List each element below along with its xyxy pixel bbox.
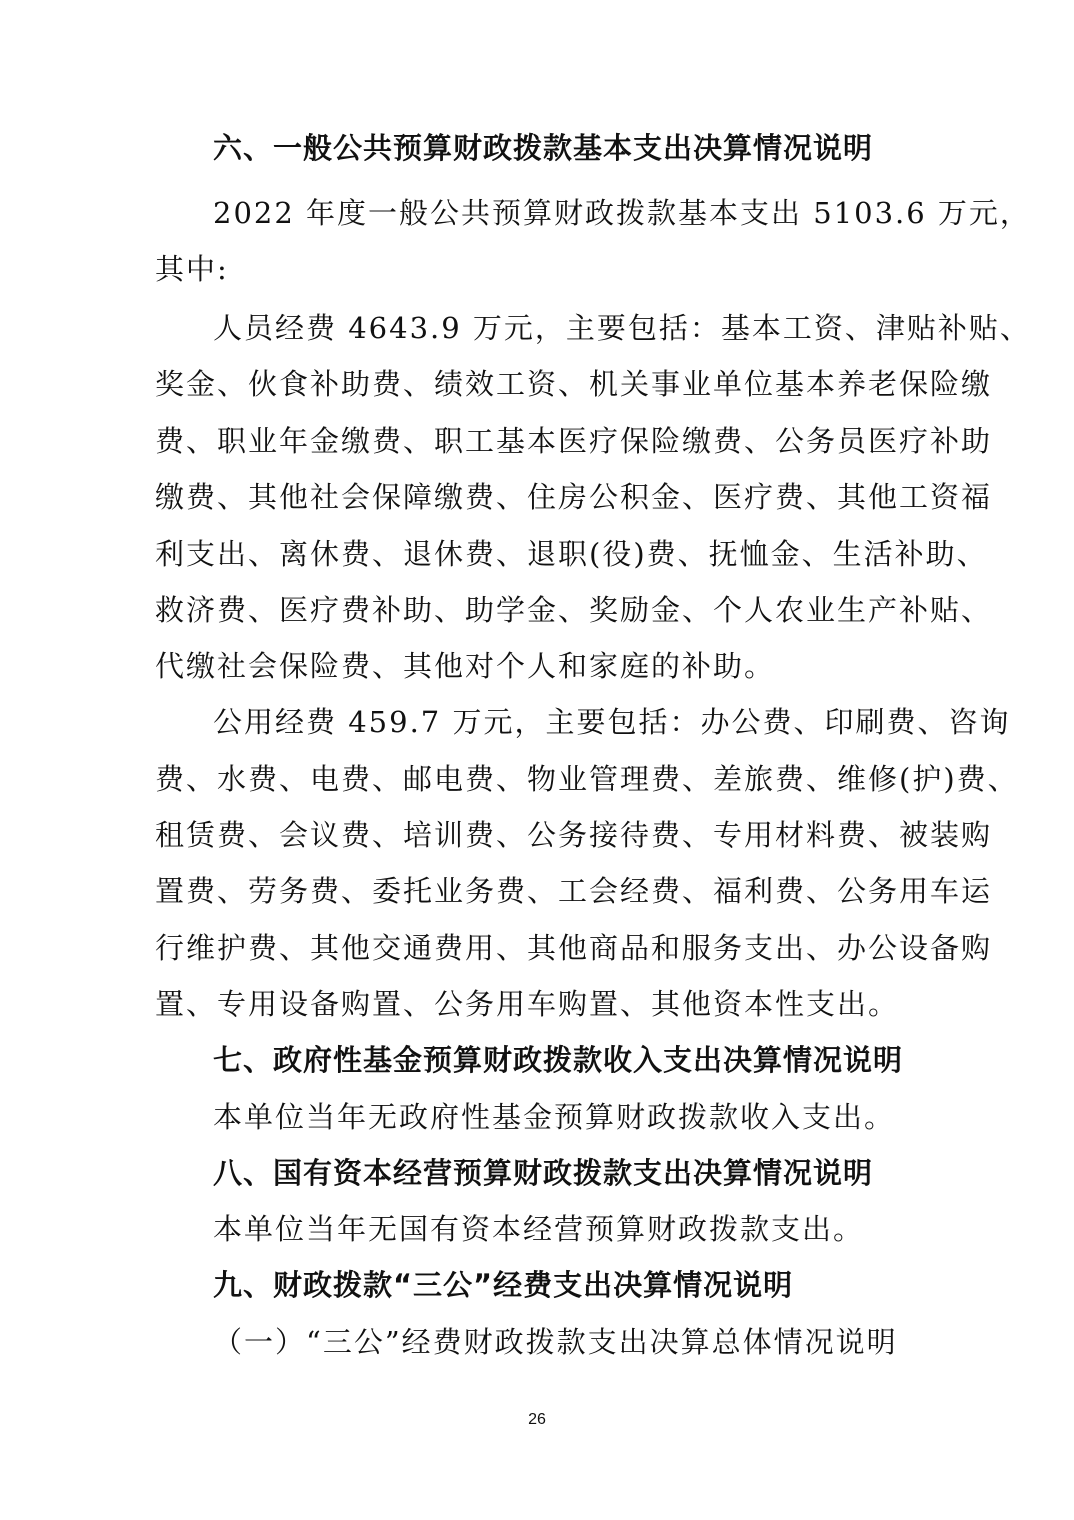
paragraph-line: 奖金、伙食补助费、绩效工资、机关事业单位基本养老保险缴 bbox=[155, 367, 993, 401]
section-heading-6: 六、一般公共预算财政拨款基本支出决算情况说明 bbox=[213, 131, 874, 165]
section-heading-7: 七、政府性基金预算财政拨款收入支出决算情况说明 bbox=[213, 1043, 904, 1077]
subsection-heading: （一）“三公”经费财政拨款支出决算总体情况说明 bbox=[213, 1325, 898, 1359]
paragraph-line: 行维护费、其他交通费用、其他商品和服务支出、办公设备购 bbox=[155, 931, 993, 965]
paragraph-line: 费、职业年金缴费、职工基本医疗保险缴费、公务员医疗补助 bbox=[155, 424, 993, 458]
page-number: 26 bbox=[528, 1411, 546, 1428]
paragraph-line: 租赁费、会议费、培训费、公务接待费、专用材料费、被装购 bbox=[155, 818, 993, 852]
paragraph-line: 人员经费 4643.9 万元，主要包括：基本工资、津贴补贴、 bbox=[213, 311, 1031, 345]
paragraph-line: 费、水费、电费、邮电费、物业管理费、差旅费、维修(护)费、 bbox=[155, 762, 1019, 796]
section-heading-8: 八、国有资本经营预算财政拨款支出决算情况说明 bbox=[213, 1156, 874, 1190]
paragraph-line: 救济费、医疗费补助、助学金、奖励金、个人农业生产补贴、 bbox=[155, 593, 993, 627]
paragraph-line: 其中: bbox=[155, 252, 229, 286]
section-heading-9: 九、财政拨款“三公”经费支出决算情况说明 bbox=[213, 1268, 794, 1302]
paragraph-line: 置费、劳务费、委托业务费、工会经费、福利费、公务用车运 bbox=[155, 874, 993, 908]
paragraph-line: 本单位当年无国有资本经营预算财政拨款支出。 bbox=[213, 1212, 865, 1246]
paragraph-line: 2022 年度一般公共预算财政拨款基本支出 5103.6 万元， bbox=[213, 196, 1031, 230]
paragraph-line: 本单位当年无政府性基金预算财政拨款收入支出。 bbox=[213, 1100, 896, 1134]
paragraph-line: 利支出、离休费、退休费、退职(役)费、抚恤金、生活补助、 bbox=[155, 537, 988, 571]
paragraph-line: 公用经费 459.7 万元，主要包括：办公费、印刷费、咨询 bbox=[213, 705, 1011, 739]
paragraph-line: 缴费、其他社会保障缴费、住房公积金、医疗费、其他工资福 bbox=[155, 480, 993, 514]
paragraph-line: 代缴社会保险费、其他对个人和家庭的补助。 bbox=[155, 649, 776, 683]
paragraph-line: 置、专用设备购置、公务用车购置、其他资本性支出。 bbox=[155, 987, 900, 1021]
